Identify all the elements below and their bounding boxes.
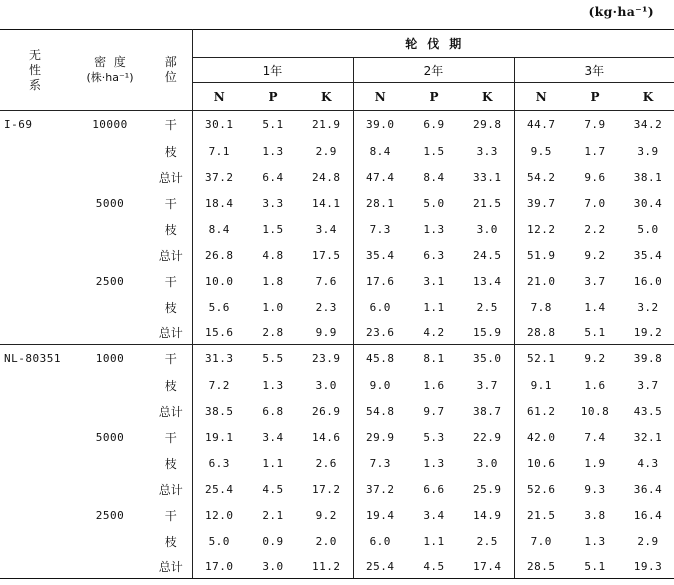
cell-value: 1.9 <box>584 456 606 470</box>
table-row <box>0 502 674 528</box>
header-element-p-y3: P <box>568 83 622 111</box>
cell-value: 24.5 <box>461 242 514 268</box>
cell-value: 6.8 <box>262 404 284 418</box>
cell-density: 10000 <box>92 118 128 131</box>
cell-density <box>70 164 150 190</box>
cell-value: 37.2 <box>366 482 395 496</box>
cell-value: 2.9 <box>300 138 353 164</box>
cell-value: 3.0 <box>461 450 514 476</box>
cell-value: 31.3 <box>205 352 234 365</box>
cell-value: 5.1 <box>262 118 284 131</box>
cell-value: 1.3 <box>262 144 284 158</box>
cell-value: 21.5 <box>461 190 514 216</box>
cell-value: 54.2 <box>527 170 556 184</box>
table-row <box>0 554 674 579</box>
cell-value: 1.6 <box>584 378 606 392</box>
header-density <box>70 30 150 111</box>
cell-value: 10.0 <box>205 274 234 288</box>
cell-value: 19.2 <box>622 320 674 345</box>
cell-value: 5.5 <box>262 352 284 365</box>
cell-value: 51.9 <box>527 248 556 262</box>
cell-value: 3.7 <box>584 274 606 288</box>
cell-clone <box>0 424 70 450</box>
cell-clone <box>0 216 70 242</box>
cell-value: 1.6 <box>423 378 445 392</box>
cell-value: 25.4 <box>205 482 234 496</box>
cell-value: 34.2 <box>633 118 663 131</box>
cell-part: 总计 <box>150 398 192 424</box>
cell-part: 干 <box>150 190 192 216</box>
cell-value: 30.4 <box>633 196 663 210</box>
cell-value: 14.9 <box>461 502 514 528</box>
cell-value: 39.0 <box>366 118 395 131</box>
cell-density <box>70 216 150 242</box>
cell-value: 3.3 <box>262 196 284 210</box>
cell-value: 42.0 <box>527 430 556 444</box>
cell-value: 14.6 <box>300 424 353 450</box>
cell-value: 6.3 <box>423 248 445 262</box>
cell-value: 44.7 <box>527 118 556 131</box>
cell-value: 23.6 <box>353 320 407 345</box>
cell-part: 总计 <box>150 476 192 502</box>
cell-clone <box>0 398 70 424</box>
cell-value: 2.8 <box>246 320 300 345</box>
cell-clone <box>0 450 70 476</box>
cell-value: 38.5 <box>205 404 234 418</box>
cell-value: 35.4 <box>633 248 663 262</box>
cell-value: 19.1 <box>205 430 234 444</box>
cell-value: 52.1 <box>527 352 556 365</box>
cell-value: 54.8 <box>366 404 395 418</box>
cell-value: 1.1 <box>262 456 284 470</box>
cell-value: 37.2 <box>205 170 234 184</box>
cell-clone <box>0 164 70 190</box>
cell-value: 4.5 <box>262 482 284 496</box>
cell-density <box>70 450 150 476</box>
cell-value: 2.5 <box>461 294 514 320</box>
cell-value: 11.2 <box>300 554 353 579</box>
cell-clone: I-69 <box>4 118 33 131</box>
header-year-1: 1年 <box>192 58 353 83</box>
cell-part: 枝 <box>150 372 192 398</box>
cell-value: 19.3 <box>622 554 674 579</box>
cell-value: 2.0 <box>300 528 353 554</box>
cell-value: 4.8 <box>262 248 284 262</box>
header-element-n-y2: N <box>353 83 407 111</box>
cell-value: 9.3 <box>584 482 606 496</box>
cell-value: 43.5 <box>633 404 663 418</box>
cell-value: 10.8 <box>580 404 610 418</box>
table-body <box>0 111 674 579</box>
cell-density <box>70 294 150 320</box>
cell-value: 9.2 <box>584 248 606 262</box>
cell-clone <box>0 476 70 502</box>
cell-value: 9.0 <box>369 378 391 392</box>
cell-value: 38.1 <box>633 170 663 184</box>
cell-value: 14.1 <box>300 190 353 216</box>
cell-value: 29.9 <box>366 430 395 444</box>
cell-value: 1.3 <box>423 222 445 236</box>
cell-value: 38.7 <box>461 398 514 424</box>
table-row <box>0 528 674 554</box>
cell-density: 2500 <box>95 508 125 522</box>
cell-part: 枝 <box>150 294 192 320</box>
cell-value: 17.0 <box>192 554 246 579</box>
cell-value: 5.1 <box>568 554 622 579</box>
header-clone-line2: 性 <box>28 62 41 77</box>
cell-value: 1.3 <box>262 378 284 392</box>
header-element-p-y2: P <box>407 83 461 111</box>
cell-value: 39.7 <box>527 196 556 210</box>
cell-value: 32.1 <box>633 430 663 444</box>
cell-value: 5.6 <box>208 300 230 314</box>
cell-value: 16.0 <box>633 274 663 288</box>
cell-value: 8.1 <box>423 352 445 365</box>
table-row <box>0 242 674 268</box>
cell-part: 枝 <box>150 216 192 242</box>
cell-density <box>70 320 150 345</box>
cell-value: 2.2 <box>584 222 606 236</box>
cell-value: 17.5 <box>300 242 353 268</box>
cell-part: 干 <box>150 268 192 294</box>
cell-value: 10.6 <box>527 456 556 470</box>
cell-part: 干 <box>150 424 192 450</box>
cell-clone <box>0 502 70 528</box>
cell-clone <box>0 242 70 268</box>
cell-density <box>70 398 150 424</box>
cell-value: 16.4 <box>633 508 663 522</box>
cell-value: 4.3 <box>637 456 659 470</box>
cell-value: 7.9 <box>584 118 606 131</box>
cell-density: 5000 <box>95 196 125 210</box>
table-row <box>0 372 674 398</box>
cell-value: 3.1 <box>423 274 445 288</box>
cell-value: 9.2 <box>584 352 606 365</box>
cell-value: 3.8 <box>584 508 606 522</box>
cell-value: 17.4 <box>461 554 514 579</box>
cell-density <box>70 372 150 398</box>
cell-value: 8.4 <box>369 144 391 158</box>
cell-value: 1.3 <box>584 534 606 548</box>
cell-part: 枝 <box>150 138 192 164</box>
cell-value: 5.1 <box>568 320 622 345</box>
cell-value: 3.3 <box>461 138 514 164</box>
cell-value: 9.7 <box>423 404 445 418</box>
cell-value: 3.4 <box>300 216 353 242</box>
cell-value: 7.3 <box>369 222 391 236</box>
cell-value: 1.3 <box>423 456 445 470</box>
cell-part: 干 <box>150 111 192 139</box>
cell-value: 21.0 <box>527 274 556 288</box>
table-row <box>0 268 674 294</box>
header-part-line2: 位 <box>164 70 177 84</box>
cell-value: 23.9 <box>300 345 353 373</box>
cell-value: 6.3 <box>208 456 230 470</box>
cell-value: 28.5 <box>514 554 568 579</box>
cell-value: 26.8 <box>205 248 234 262</box>
cell-value: 36.4 <box>633 482 663 496</box>
header-clone <box>0 30 70 111</box>
cell-value: 6.4 <box>262 170 284 184</box>
cell-value: 6.0 <box>369 300 391 314</box>
cell-value: 3.2 <box>637 300 659 314</box>
cell-value: 1.1 <box>423 534 445 548</box>
table-row <box>0 424 674 450</box>
cell-value: 22.9 <box>461 424 514 450</box>
cell-value: 5.0 <box>208 534 230 548</box>
table-row <box>0 164 674 190</box>
cell-value: 4.2 <box>407 320 461 345</box>
cell-value: 15.6 <box>192 320 246 345</box>
cell-value: 8.4 <box>208 222 230 236</box>
cell-value: 6.6 <box>423 482 445 496</box>
cell-clone <box>0 320 70 345</box>
cell-density: 2500 <box>95 274 125 288</box>
header-element-k-y2: K <box>461 83 514 111</box>
cell-value: 2.5 <box>461 528 514 554</box>
cell-value: 5.0 <box>637 222 659 236</box>
cell-value: 3.4 <box>262 430 284 444</box>
cell-value: 25.4 <box>353 554 407 579</box>
cell-value: 28.1 <box>366 196 395 210</box>
cell-value: 1.0 <box>262 300 284 314</box>
cell-part: 枝 <box>150 528 192 554</box>
unit-label: (kg·ha⁻¹) <box>588 4 654 19</box>
cell-density <box>70 554 150 579</box>
cell-value: 26.9 <box>300 398 353 424</box>
cell-value: 3.9 <box>637 144 659 158</box>
cell-value: 5.0 <box>423 196 445 210</box>
cell-value: 1.4 <box>584 300 606 314</box>
cell-value: 3.7 <box>461 372 514 398</box>
cell-value: 6.9 <box>423 118 445 131</box>
cell-value: 7.0 <box>584 196 606 210</box>
cell-value: 9.1 <box>530 378 552 392</box>
nutrient-table <box>0 29 674 579</box>
cell-density: 5000 <box>95 430 125 444</box>
cell-value: 3.0 <box>246 554 300 579</box>
cell-value: 2.3 <box>300 294 353 320</box>
cell-value: 47.4 <box>366 170 395 184</box>
cell-clone <box>0 294 70 320</box>
table-row <box>0 190 674 216</box>
cell-value: 9.5 <box>530 144 552 158</box>
header-element-n-y3: N <box>514 83 568 111</box>
header-density-line1: 密 度 <box>94 55 126 69</box>
cell-value: 7.4 <box>584 430 606 444</box>
table-row <box>0 294 674 320</box>
cell-value: 30.1 <box>205 118 234 131</box>
cell-clone <box>0 372 70 398</box>
cell-clone <box>0 138 70 164</box>
cell-value: 3.4 <box>423 508 445 522</box>
cell-value: 35.0 <box>461 345 514 373</box>
cell-value: 35.4 <box>366 248 395 262</box>
table-row <box>0 345 674 373</box>
cell-value: 12.0 <box>205 508 234 522</box>
cell-clone <box>0 554 70 579</box>
cell-value: 1.5 <box>423 144 445 158</box>
table-row <box>0 111 674 139</box>
cell-value: 15.9 <box>461 320 514 345</box>
table-row <box>0 450 674 476</box>
cell-density <box>70 528 150 554</box>
cell-value: 7.2 <box>208 378 230 392</box>
cell-part: 干 <box>150 345 192 373</box>
cell-part: 枝 <box>150 450 192 476</box>
cell-value: 52.6 <box>527 482 556 496</box>
cell-value: 28.8 <box>514 320 568 345</box>
cell-clone: NL-80351 <box>4 352 61 365</box>
table-row <box>0 398 674 424</box>
cell-value: 9.6 <box>584 170 606 184</box>
table-row <box>0 216 674 242</box>
cell-value: 21.9 <box>300 111 353 139</box>
header-clone-line1: 无 <box>28 47 41 62</box>
cell-clone <box>0 528 70 554</box>
cell-part: 干 <box>150 502 192 528</box>
header-clone-line3: 系 <box>28 77 41 92</box>
nutrient-table-container <box>0 29 674 579</box>
cell-value: 39.8 <box>633 352 663 365</box>
cell-part: 总计 <box>150 320 192 345</box>
cell-value: 9.2 <box>300 502 353 528</box>
cell-value: 0.9 <box>262 534 284 548</box>
cell-value: 1.7 <box>584 144 606 158</box>
cell-value: 45.8 <box>366 352 395 365</box>
cell-value: 1.8 <box>262 274 284 288</box>
header-element-p-y1: P <box>246 83 300 111</box>
cell-value: 13.4 <box>461 268 514 294</box>
header-density-line2: (株·ha⁻¹) <box>86 71 134 84</box>
cell-value: 9.9 <box>300 320 353 345</box>
cell-value: 7.8 <box>530 300 552 314</box>
cell-value: 1.1 <box>423 300 445 314</box>
header-rotation: 轮伐期 <box>192 30 674 58</box>
cell-density <box>70 476 150 502</box>
cell-value: 5.3 <box>423 430 445 444</box>
cell-value: 33.1 <box>461 164 514 190</box>
cell-value: 7.3 <box>369 456 391 470</box>
cell-value: 6.0 <box>369 534 391 548</box>
cell-value: 2.6 <box>300 450 353 476</box>
header-element-k-y1: K <box>300 83 353 111</box>
cell-value: 17.2 <box>300 476 353 502</box>
cell-part: 总计 <box>150 242 192 268</box>
cell-value: 29.8 <box>461 111 514 139</box>
cell-density <box>70 242 150 268</box>
cell-value: 24.8 <box>300 164 353 190</box>
cell-value: 3.0 <box>300 372 353 398</box>
table-row <box>0 138 674 164</box>
cell-value: 4.5 <box>407 554 461 579</box>
cell-value: 12.2 <box>527 222 556 236</box>
cell-value: 21.5 <box>527 508 556 522</box>
cell-value: 18.4 <box>205 196 234 210</box>
header-part-line1: 部 <box>164 55 177 69</box>
header-part <box>150 30 192 111</box>
cell-clone <box>0 190 70 216</box>
header-year-3: 3年 <box>514 58 674 83</box>
cell-value: 1.5 <box>262 222 284 236</box>
table-row <box>0 476 674 502</box>
cell-clone <box>0 268 70 294</box>
cell-value: 2.9 <box>637 534 659 548</box>
cell-value: 25.9 <box>461 476 514 502</box>
table-row <box>0 320 674 345</box>
cell-density: 1000 <box>95 352 125 365</box>
cell-value: 3.7 <box>637 378 659 392</box>
cell-density <box>70 138 150 164</box>
header-element-n-y1: N <box>192 83 246 111</box>
cell-value: 61.2 <box>527 404 556 418</box>
cell-value: 7.6 <box>300 268 353 294</box>
cell-value: 7.1 <box>208 144 230 158</box>
cell-value: 7.0 <box>530 534 552 548</box>
header-element-k-y3: K <box>622 83 674 111</box>
cell-value: 2.1 <box>262 508 284 522</box>
cell-part: 总计 <box>150 554 192 579</box>
cell-value: 8.4 <box>423 170 445 184</box>
cell-part: 总计 <box>150 164 192 190</box>
cell-value: 3.0 <box>461 216 514 242</box>
cell-value: 19.4 <box>366 508 395 522</box>
header-year-2: 2年 <box>353 58 514 83</box>
cell-value: 17.6 <box>366 274 395 288</box>
